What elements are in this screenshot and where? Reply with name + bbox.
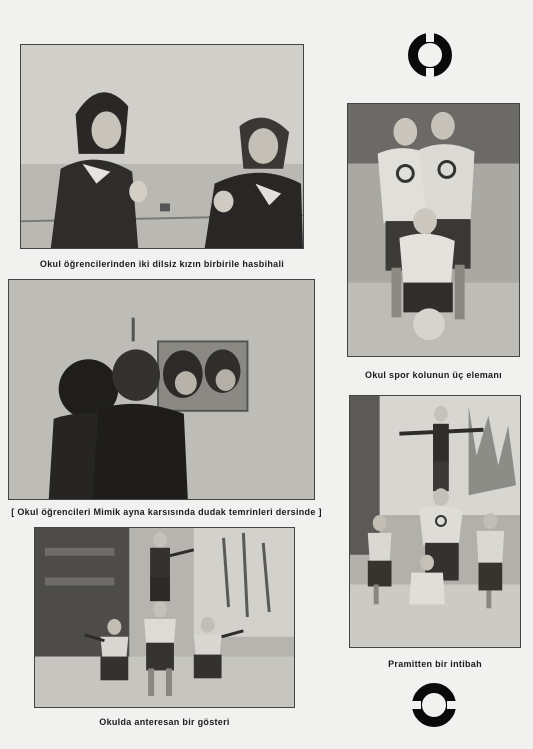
caption-photo1: Okul öğrencilerinden iki dilsiz kızın birbirile hasbihali (39, 259, 285, 269)
ring-icon (411, 682, 457, 728)
caption-photo4: Pramitten bir intibah (388, 659, 482, 669)
caption-photo2: Okul spor kolunun üç elemanı (365, 370, 502, 380)
photo-school-performance (34, 527, 295, 708)
caption-photo5: Okulda anteresan bir gösteri (99, 717, 230, 727)
photo-human-pyramid (349, 395, 521, 648)
photo-mimic-mirror (8, 279, 315, 500)
caption-photo3: [ Okul öğrencileri Mimik ayna karsısında dudak temrinleri dersinde ] (11, 507, 322, 517)
photo-girls-signing (20, 44, 304, 249)
ring-icon (407, 32, 453, 78)
photo-sports-team (347, 103, 520, 357)
